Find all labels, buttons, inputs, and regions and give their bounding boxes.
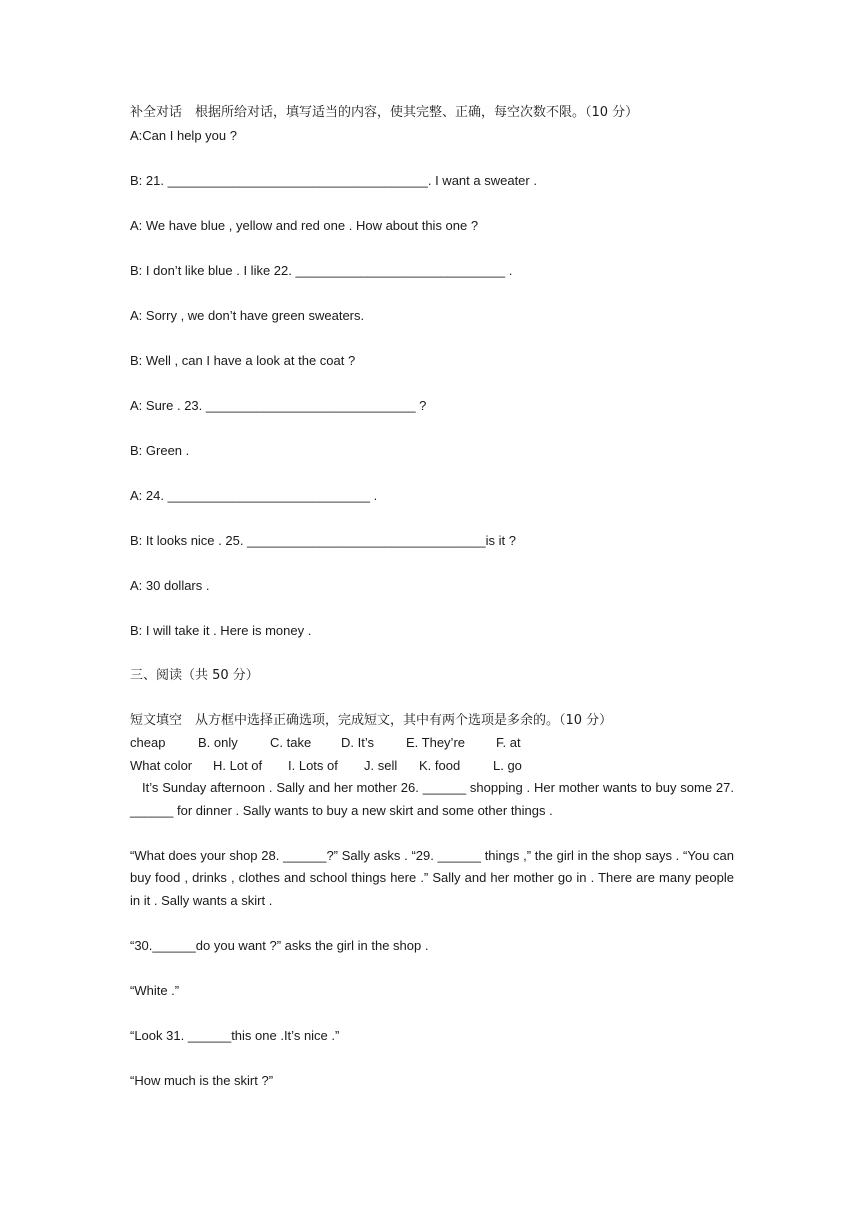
option-l: L. go	[493, 757, 522, 773]
option-b: B. only	[198, 735, 238, 750]
option-k: K. food	[419, 757, 461, 773]
option-d: D. It’s	[341, 735, 374, 750]
option-e: E. They’re	[406, 735, 466, 750]
dialogue-line-6: B: Well , can I have a look at the coat ?	[130, 352, 356, 368]
option-j: J. sell	[364, 757, 398, 773]
section-heading-dialogue: 补全对话 根据所给对话，填写适当的内容，使其完整、正确，每空次数不限。（10 分）	[130, 105, 639, 120]
passage-line-3: “30.______do you want ?” asks the girl in the shop .	[130, 937, 429, 953]
dialogue-line-4: B: I don’t like blue . I like 22. _____________________________ .	[130, 262, 513, 278]
passage-paragraph-1: It’s Sunday afternoon . Sally and her mother 26. ______ shopping . Her mother wants to buy some 27. ______ for dinner . Sally wants to buy a new skirt and some other things .	[130, 780, 734, 818]
options-row-1	[130, 732, 734, 755]
dialogue-line-1: A:Can I help you ?	[130, 127, 237, 143]
dialogue-line-8: B: Green .	[130, 442, 190, 458]
passage-line-6: “How much is the skirt ?”	[130, 1072, 274, 1088]
passage-line-5: “Look 31. ______this one .It’s nice .”	[130, 1027, 340, 1043]
dialogue-line-10: B: It looks nice . 25. _________________________________is it ?	[130, 532, 516, 548]
document-page	[130, 102, 734, 1092]
dialogue-line-7: A: Sure . 23. _____________________________ ?	[130, 397, 427, 413]
options-row-2	[130, 755, 734, 778]
dialogue-line-12: B: I will take it . Here is money .	[130, 622, 312, 638]
dialogue-line-11: A: 30 dollars .	[130, 577, 210, 593]
option-f: F. at	[496, 735, 521, 750]
passage-line-4: “White .”	[130, 982, 180, 998]
option-h: H. Lot of	[213, 757, 263, 773]
subsection-heading-cloze: 短文填空 从方框中选择正确选项，完成短文，其中有两个选项是多余的。（10 分）	[130, 712, 613, 728]
dialogue-line-2: B: 21. ____________________________________. I want a sweater .	[130, 172, 537, 188]
option-i: I. Lots of	[288, 757, 338, 773]
option-g: What color	[130, 757, 193, 773]
dialogue-line-3: A: We have blue , yellow and red one . How about this one ?	[130, 217, 479, 233]
option-a: cheap	[130, 735, 166, 750]
section-heading-reading: 三、阅读（共 50 分）	[130, 667, 259, 683]
passage-paragraph-2: “What does your shop 28. ______?” Sally asks . “29. ______ things ,” the girl in the shop says . “You can buy food , drinks , clothes and school things here .” Sally and her mother go in . There are many people in it . Sally wants a skirt .	[130, 847, 734, 908]
dialogue-line-5: A: Sorry , we don’t have green sweaters.	[130, 307, 365, 323]
dialogue-line-9: A: 24. ____________________________ .	[130, 487, 378, 503]
option-c: C. take	[270, 735, 312, 750]
